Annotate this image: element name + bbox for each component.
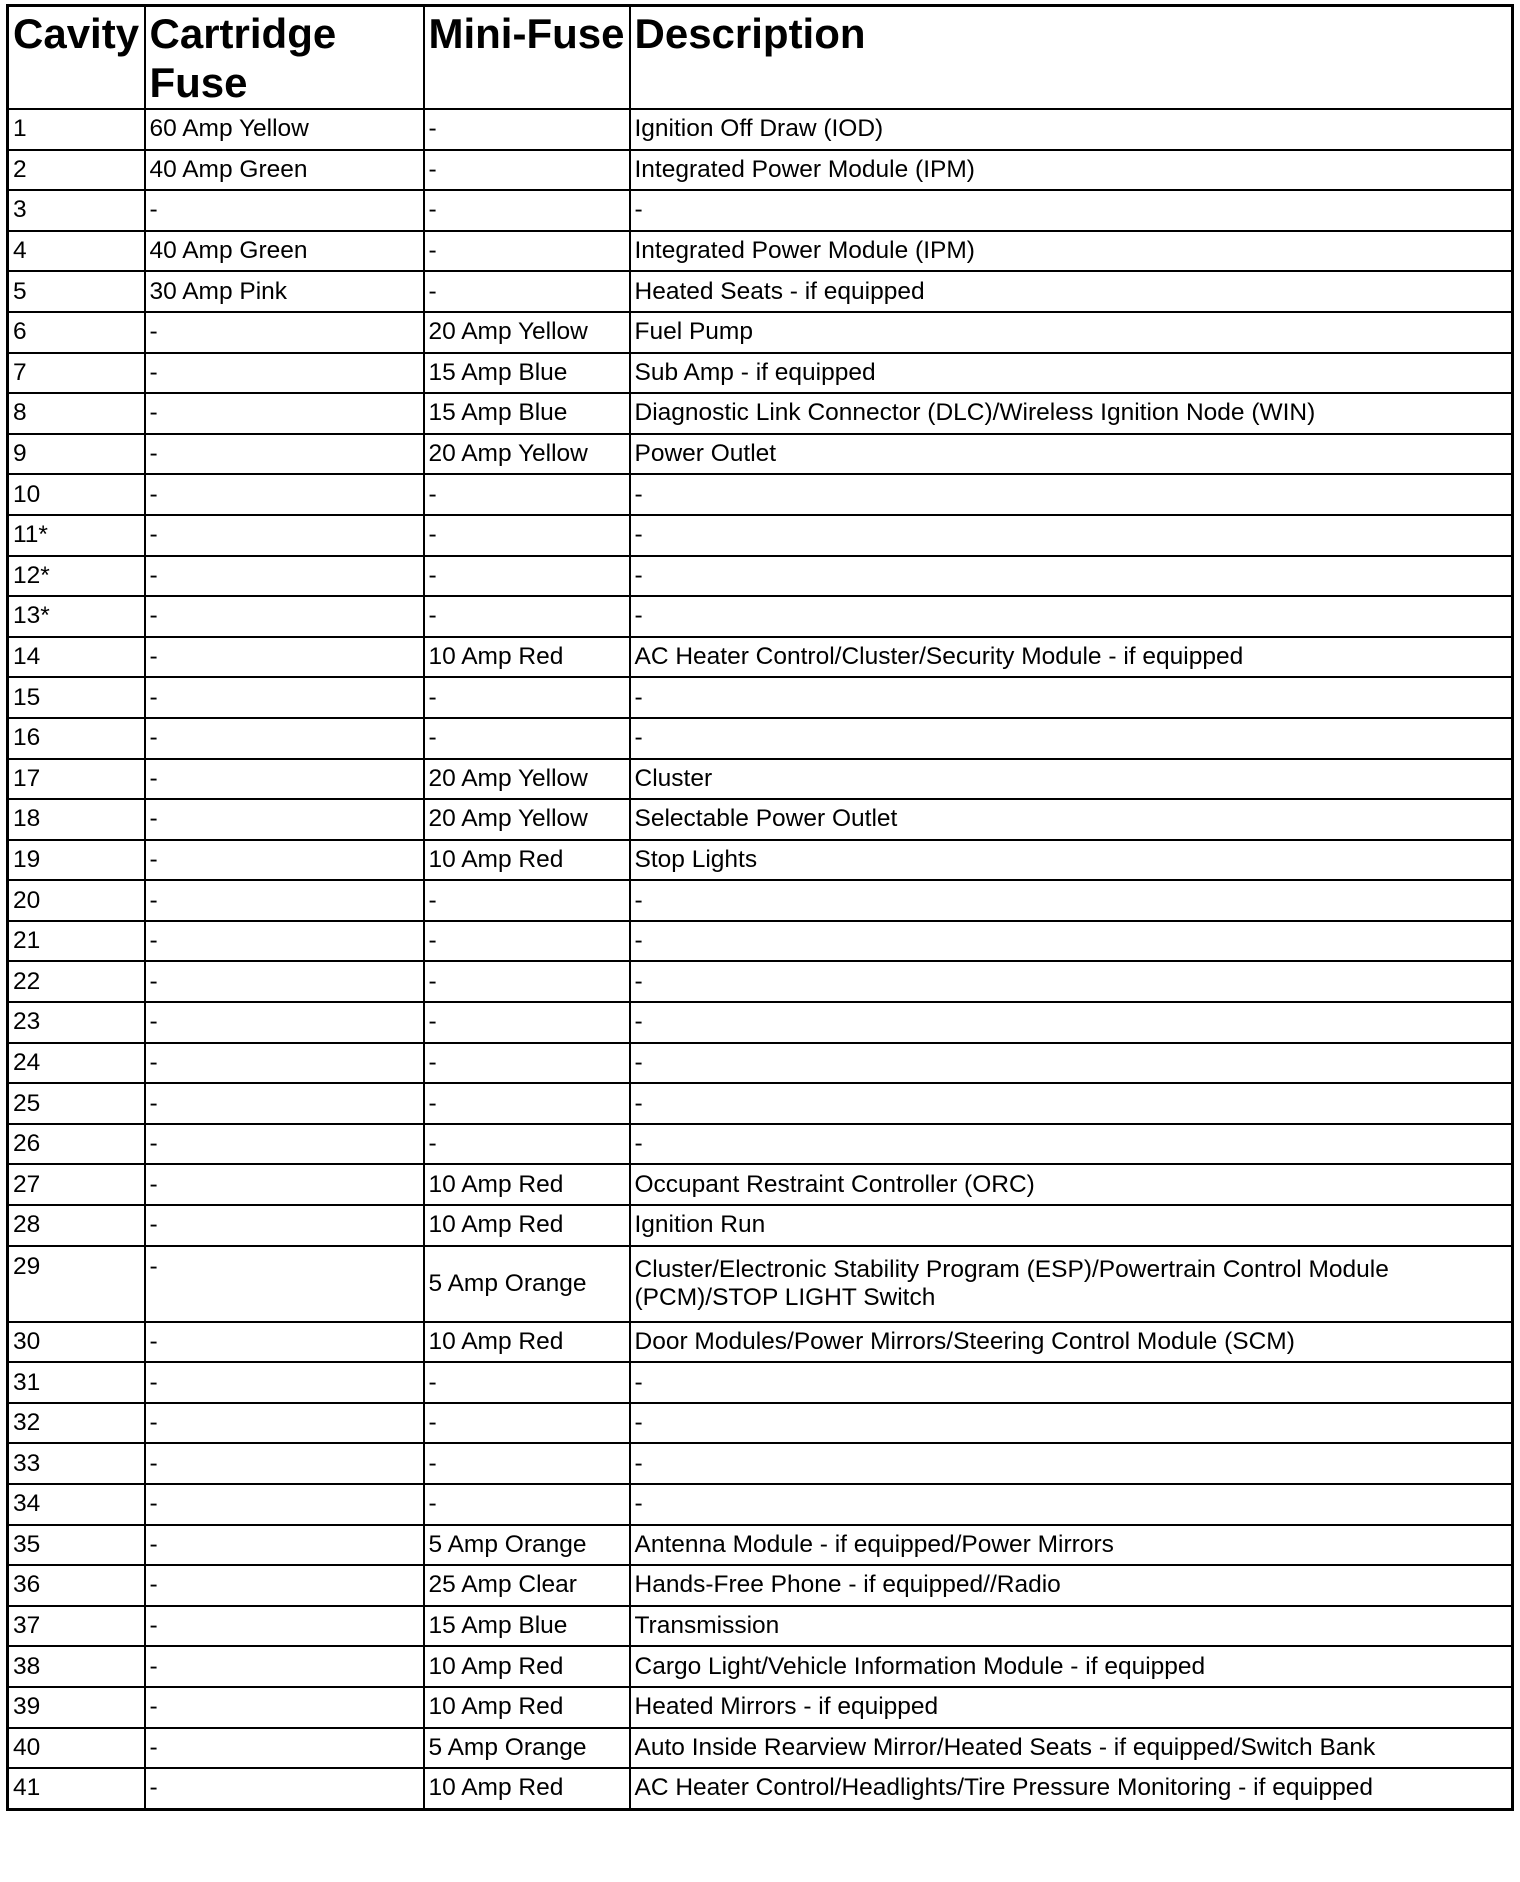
- cell-mini-fuse: -: [424, 556, 630, 597]
- cell-cartridge-fuse: -: [145, 1002, 424, 1043]
- cell-cartridge-fuse: 60 Amp Yellow: [145, 109, 424, 150]
- cell-description: Ignition Run: [630, 1205, 1513, 1246]
- header-cavity: Cavity: [8, 6, 145, 110]
- table-row: [8, 718, 1513, 759]
- cell-mini-fuse: 25 Amp Clear: [424, 1565, 630, 1606]
- table-row: [8, 1687, 1513, 1728]
- cell-description: Transmission: [630, 1606, 1513, 1647]
- cell-cavity: 24: [8, 1043, 145, 1084]
- cell-mini-fuse: 10 Amp Red: [424, 840, 630, 881]
- cell-mini-fuse: 10 Amp Red: [424, 1768, 630, 1809]
- cell-mini-fuse: -: [424, 1362, 630, 1403]
- cell-cavity: 37: [8, 1606, 145, 1647]
- table-row: [8, 1362, 1513, 1403]
- cell-cartridge-fuse: 40 Amp Green: [145, 150, 424, 191]
- table-row: [8, 1606, 1513, 1647]
- cell-description: -: [630, 1083, 1513, 1124]
- table-row: [8, 312, 1513, 353]
- cell-cavity: 5: [8, 271, 145, 312]
- cell-cartridge-fuse: -: [145, 1687, 424, 1728]
- cell-cavity: 28: [8, 1205, 145, 1246]
- cell-description: Integrated Power Module (IPM): [630, 231, 1513, 272]
- table-row: [8, 556, 1513, 597]
- cell-description: Cargo Light/Vehicle Information Module - if equipped: [630, 1646, 1513, 1687]
- cell-cartridge-fuse: -: [145, 880, 424, 921]
- cell-description: Diagnostic Link Connector (DLC)/Wireless Ignition Node (WIN): [630, 393, 1513, 434]
- cell-description: -: [630, 961, 1513, 1002]
- table-row: [8, 921, 1513, 962]
- table-row: [8, 1403, 1513, 1444]
- cell-cartridge-fuse: -: [145, 1124, 424, 1165]
- table-row: [8, 840, 1513, 881]
- cell-cavity: 33: [8, 1443, 145, 1484]
- cell-mini-fuse: -: [424, 718, 630, 759]
- cell-mini-fuse: 15 Amp Blue: [424, 1606, 630, 1647]
- cell-mini-fuse: -: [424, 1403, 630, 1444]
- cell-cavity: 30: [8, 1322, 145, 1363]
- cell-mini-fuse: 10 Amp Red: [424, 1322, 630, 1363]
- cell-mini-fuse: -: [424, 515, 630, 556]
- cell-mini-fuse: -: [424, 677, 630, 718]
- cell-cartridge-fuse: -: [145, 1403, 424, 1444]
- cell-description: -: [630, 1403, 1513, 1444]
- cell-cartridge-fuse: -: [145, 840, 424, 881]
- cell-cartridge-fuse: -: [145, 1043, 424, 1084]
- table-row: [8, 1322, 1513, 1363]
- table-row: [8, 880, 1513, 921]
- cell-cavity: 34: [8, 1484, 145, 1525]
- cell-cartridge-fuse: -: [145, 1083, 424, 1124]
- cell-cavity: 18: [8, 799, 145, 840]
- cell-mini-fuse: -: [424, 150, 630, 191]
- cell-description: -: [630, 880, 1513, 921]
- table-row: [8, 1443, 1513, 1484]
- cell-cartridge-fuse: -: [145, 1322, 424, 1363]
- cell-mini-fuse: -: [424, 961, 630, 1002]
- cell-description: Ignition Off Draw (IOD): [630, 109, 1513, 150]
- table-header-row: [8, 6, 1513, 110]
- table-row: [8, 1768, 1513, 1809]
- cell-cavity: 7: [8, 353, 145, 394]
- cell-cavity: 14: [8, 637, 145, 678]
- cell-description: Occupant Restraint Controller (ORC): [630, 1164, 1513, 1205]
- table-row: [8, 677, 1513, 718]
- cell-cavity: 40: [8, 1728, 145, 1769]
- cell-mini-fuse: -: [424, 474, 630, 515]
- cell-description: -: [630, 1484, 1513, 1525]
- cell-cartridge-fuse: -: [145, 1443, 424, 1484]
- table-row: [8, 637, 1513, 678]
- cell-cavity: 22: [8, 961, 145, 1002]
- cell-cartridge-fuse: -: [145, 1164, 424, 1205]
- cell-cartridge-fuse: -: [145, 1484, 424, 1525]
- cell-description: -: [630, 718, 1513, 759]
- cell-description: Antenna Module - if equipped/Power Mirrors: [630, 1525, 1513, 1566]
- cell-cartridge-fuse: -: [145, 596, 424, 637]
- table-row: [8, 1525, 1513, 1566]
- cell-cartridge-fuse: -: [145, 1728, 424, 1769]
- table-row: [8, 1484, 1513, 1525]
- cell-description: Stop Lights: [630, 840, 1513, 881]
- cell-cavity: 21: [8, 921, 145, 962]
- cell-mini-fuse: 20 Amp Yellow: [424, 312, 630, 353]
- cell-cartridge-fuse: 40 Amp Green: [145, 231, 424, 272]
- cell-mini-fuse: -: [424, 1083, 630, 1124]
- table-row: [8, 1646, 1513, 1687]
- cell-cartridge-fuse: -: [145, 677, 424, 718]
- cell-description: Integrated Power Module (IPM): [630, 150, 1513, 191]
- cell-mini-fuse: -: [424, 1002, 630, 1043]
- cell-cavity: 29: [8, 1246, 145, 1322]
- cell-description: Auto Inside Rearview Mirror/Heated Seats - if equipped/Switch Bank: [630, 1728, 1513, 1769]
- cell-cavity: 32: [8, 1403, 145, 1444]
- cell-description: Sub Amp - if equipped: [630, 353, 1513, 394]
- table-row: [8, 799, 1513, 840]
- cell-mini-fuse: -: [424, 880, 630, 921]
- table-row: [8, 1124, 1513, 1165]
- cell-cavity: 10: [8, 474, 145, 515]
- table-row: [8, 1205, 1513, 1246]
- cell-mini-fuse: 20 Amp Yellow: [424, 759, 630, 800]
- cell-cavity: 3: [8, 190, 145, 231]
- cell-mini-fuse: -: [424, 1484, 630, 1525]
- table-row: [8, 474, 1513, 515]
- cell-mini-fuse: 15 Amp Blue: [424, 353, 630, 394]
- cell-cavity: 27: [8, 1164, 145, 1205]
- table-row: [8, 434, 1513, 475]
- cell-description: AC Heater Control/Cluster/Security Module - if equipped: [630, 637, 1513, 678]
- cell-cartridge-fuse: -: [145, 921, 424, 962]
- cell-cavity: 41: [8, 1768, 145, 1809]
- cell-mini-fuse: -: [424, 596, 630, 637]
- cell-mini-fuse: 15 Amp Blue: [424, 393, 630, 434]
- cell-mini-fuse: -: [424, 1124, 630, 1165]
- cell-cartridge-fuse: -: [145, 1606, 424, 1647]
- table-row: [8, 961, 1513, 1002]
- cell-cartridge-fuse: -: [145, 637, 424, 678]
- header-description: Description: [630, 6, 1513, 110]
- cell-cavity: 15: [8, 677, 145, 718]
- cell-cavity: 23: [8, 1002, 145, 1043]
- cell-cavity: 4: [8, 231, 145, 272]
- cell-mini-fuse: 10 Amp Red: [424, 1205, 630, 1246]
- cell-description: Power Outlet: [630, 434, 1513, 475]
- cell-description: Cluster: [630, 759, 1513, 800]
- cell-mini-fuse: -: [424, 1043, 630, 1084]
- cell-cavity: 11*: [8, 515, 145, 556]
- cell-mini-fuse: -: [424, 109, 630, 150]
- table-row: [8, 190, 1513, 231]
- cell-description: Heated Mirrors - if equipped: [630, 1687, 1513, 1728]
- cell-cavity: 13*: [8, 596, 145, 637]
- cell-cartridge-fuse: -: [145, 1362, 424, 1403]
- table-row: [8, 1083, 1513, 1124]
- cell-mini-fuse: 10 Amp Red: [424, 1687, 630, 1728]
- fuse-table: [6, 4, 1514, 1811]
- cell-cartridge-fuse: -: [145, 961, 424, 1002]
- cell-description: Hands-Free Phone - if equipped//Radio: [630, 1565, 1513, 1606]
- cell-cavity: 2: [8, 150, 145, 191]
- cell-description: -: [630, 1002, 1513, 1043]
- cell-description: -: [630, 1443, 1513, 1484]
- table-row: [8, 353, 1513, 394]
- table-row: [8, 109, 1513, 150]
- header-cartridge-fuse: Cartridge Fuse: [145, 6, 424, 110]
- cell-cartridge-fuse: -: [145, 556, 424, 597]
- cell-cavity: 16: [8, 718, 145, 759]
- cell-cartridge-fuse: -: [145, 474, 424, 515]
- cell-description: -: [630, 1043, 1513, 1084]
- cell-description: -: [630, 1124, 1513, 1165]
- cell-cavity: 25: [8, 1083, 145, 1124]
- cell-cartridge-fuse: -: [145, 393, 424, 434]
- cell-mini-fuse: -: [424, 1443, 630, 1484]
- cell-mini-fuse: 5 Amp Orange: [424, 1728, 630, 1769]
- table-row: [8, 1728, 1513, 1769]
- cell-cartridge-fuse: -: [145, 515, 424, 556]
- cell-description: -: [630, 1362, 1513, 1403]
- table-row: [8, 271, 1513, 312]
- cell-cartridge-fuse: -: [145, 1525, 424, 1566]
- table-row: [8, 150, 1513, 191]
- cell-cavity: 1: [8, 109, 145, 150]
- cell-mini-fuse: -: [424, 921, 630, 962]
- cell-description: Heated Seats - if equipped: [630, 271, 1513, 312]
- table-row: [8, 515, 1513, 556]
- cell-cavity: 6: [8, 312, 145, 353]
- cell-cavity: 36: [8, 1565, 145, 1606]
- cell-mini-fuse: 5 Amp Orange: [424, 1525, 630, 1566]
- cell-cavity: 12*: [8, 556, 145, 597]
- cell-cavity: 20: [8, 880, 145, 921]
- header-mini-fuse: Mini-Fuse: [424, 6, 630, 110]
- cell-cartridge-fuse: -: [145, 1565, 424, 1606]
- table-row: [8, 759, 1513, 800]
- table-row: [8, 1043, 1513, 1084]
- table-row: [8, 596, 1513, 637]
- cell-description: -: [630, 677, 1513, 718]
- cell-description: -: [630, 596, 1513, 637]
- table-row: [8, 1246, 1513, 1322]
- cell-description: -: [630, 921, 1513, 962]
- cell-cavity: 19: [8, 840, 145, 881]
- table-row: [8, 1002, 1513, 1043]
- cell-description: -: [630, 556, 1513, 597]
- cell-cavity: 35: [8, 1525, 145, 1566]
- cell-cartridge-fuse: -: [145, 1646, 424, 1687]
- cell-description: -: [630, 190, 1513, 231]
- cell-cartridge-fuse: -: [145, 718, 424, 759]
- cell-cartridge-fuse: -: [145, 799, 424, 840]
- cell-cartridge-fuse: -: [145, 190, 424, 231]
- cell-cavity: 31: [8, 1362, 145, 1403]
- cell-mini-fuse: -: [424, 190, 630, 231]
- cell-mini-fuse: 20 Amp Yellow: [424, 799, 630, 840]
- cell-cartridge-fuse: 30 Amp Pink: [145, 271, 424, 312]
- cell-mini-fuse: 10 Amp Red: [424, 1646, 630, 1687]
- cell-mini-fuse: -: [424, 231, 630, 272]
- table-row: [8, 1565, 1513, 1606]
- cell-description: Door Modules/Power Mirrors/Steering Control Module (SCM): [630, 1322, 1513, 1363]
- table-row: [8, 393, 1513, 434]
- cell-description: -: [630, 474, 1513, 515]
- cell-description: -: [630, 515, 1513, 556]
- cell-cartridge-fuse: -: [145, 353, 424, 394]
- cell-cartridge-fuse: -: [145, 1768, 424, 1809]
- cell-cavity: 39: [8, 1687, 145, 1728]
- cell-cavity: 26: [8, 1124, 145, 1165]
- cell-mini-fuse: -: [424, 271, 630, 312]
- cell-description: Selectable Power Outlet: [630, 799, 1513, 840]
- cell-cavity: 8: [8, 393, 145, 434]
- cell-cartridge-fuse: -: [145, 1246, 424, 1322]
- cell-description: Cluster/Electronic Stability Program (ESP)/Powertrain Control Module (PCM)/STOP LIGHT Switch: [630, 1246, 1513, 1322]
- cell-mini-fuse: 10 Amp Red: [424, 1164, 630, 1205]
- cell-cavity: 38: [8, 1646, 145, 1687]
- cell-description: Fuel Pump: [630, 312, 1513, 353]
- cell-cartridge-fuse: -: [145, 434, 424, 475]
- table-row: [8, 231, 1513, 272]
- cell-mini-fuse: 10 Amp Red: [424, 637, 630, 678]
- cell-cavity: 17: [8, 759, 145, 800]
- table-body: [8, 109, 1513, 1809]
- cell-cavity: 9: [8, 434, 145, 475]
- cell-cartridge-fuse: -: [145, 1205, 424, 1246]
- cell-description: AC Heater Control/Headlights/Tire Pressure Monitoring - if equipped: [630, 1768, 1513, 1809]
- cell-cartridge-fuse: -: [145, 759, 424, 800]
- cell-mini-fuse: 20 Amp Yellow: [424, 434, 630, 475]
- cell-cartridge-fuse: -: [145, 312, 424, 353]
- table-row: [8, 1164, 1513, 1205]
- cell-mini-fuse: 5 Amp Orange: [424, 1246, 630, 1322]
